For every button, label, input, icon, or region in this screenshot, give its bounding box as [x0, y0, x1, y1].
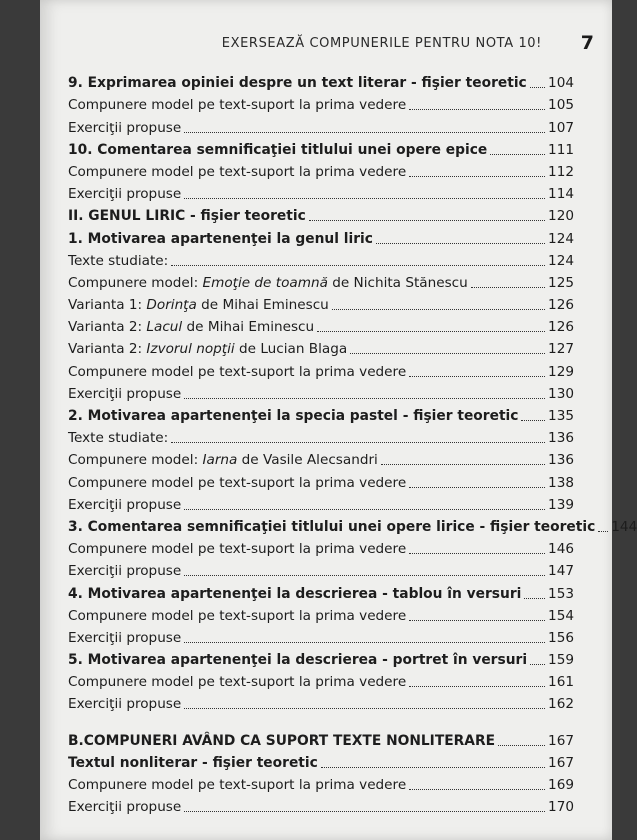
- toc-entry-work-title: Lacul: [146, 319, 183, 336]
- toc-entry-title: Exerciţii propuse: [68, 629, 182, 646]
- toc-entry: [68, 469, 574, 491]
- header-title: EXERSEAZĂ COMPUNERILE PENTRU NOTA 10!: [221, 36, 542, 51]
- toc-entry-title: Compunere model pe text-suport la prima vedere: [68, 474, 407, 491]
- dot-leader: [530, 87, 545, 88]
- dot-leader: [409, 620, 545, 621]
- toc-entry-title: Exerciţii propuse: [68, 119, 182, 136]
- toc-entry-page: 144: [611, 518, 637, 535]
- toc-entry-prefix: Varianta 1:: [68, 297, 147, 314]
- dot-leader: [171, 442, 545, 443]
- dot-leader: [490, 154, 545, 155]
- toc-entry-page: 124: [548, 252, 574, 269]
- toc-entry-page: 105: [548, 97, 574, 114]
- toc-entry-title: [68, 319, 317, 336]
- toc-entry-page: 130: [548, 385, 574, 402]
- toc-entry-title: 1. Motivarea apartenenţei la genul liric: [68, 230, 373, 247]
- toc-entry-page: 167: [548, 754, 574, 771]
- toc-entry-author: de Mihai Eminescu: [182, 319, 315, 336]
- dot-leader: [471, 287, 545, 288]
- toc-entry-title: [68, 275, 471, 292]
- toc-entry: [68, 447, 574, 469]
- table-of-contents: [68, 70, 637, 816]
- toc-entry-page: 120: [548, 208, 574, 225]
- toc-entry: [68, 336, 574, 358]
- toc-entry-page: 156: [548, 629, 574, 646]
- dot-leader: [184, 509, 545, 510]
- toc-entry-page: 169: [548, 777, 574, 793]
- toc-entry-page: 135: [548, 408, 574, 424]
- dot-leader: [309, 220, 545, 221]
- toc-entry: [68, 159, 574, 181]
- toc-entry: [68, 358, 574, 380]
- toc-entry-page: 111: [548, 141, 574, 158]
- dot-leader: [409, 376, 545, 377]
- toc-entry: [68, 772, 574, 794]
- toc-entry: [68, 603, 574, 625]
- toc-entry-author: de Nichita Stănescu: [327, 274, 468, 291]
- toc-entry-page: 107: [548, 119, 574, 136]
- toc-entry-title: Exerciţii propuse: [68, 799, 182, 816]
- dot-leader: [530, 664, 545, 665]
- toc-entry: [68, 625, 574, 647]
- dot-leader: [409, 789, 545, 790]
- toc-entry: [68, 492, 574, 514]
- toc-entry-title: Compunere model pe text-suport la prima vedere: [68, 97, 407, 114]
- dot-leader: [184, 575, 545, 576]
- toc-entry-page: 138: [548, 474, 574, 491]
- page-number: 7: [580, 32, 594, 54]
- toc-entry-title: [68, 452, 381, 469]
- toc-entry: [68, 691, 574, 713]
- toc-entry: [68, 137, 574, 159]
- toc-entry-page: 153: [548, 585, 574, 602]
- toc-entry: [68, 225, 574, 247]
- toc-entry: [68, 270, 574, 292]
- toc-entry: [68, 514, 637, 536]
- toc-entry: [68, 114, 574, 136]
- toc-entry-title: 2. Motivarea apartenenţei la specia pastel - fişier teoretic: [68, 408, 519, 424]
- toc-entry: [68, 248, 574, 270]
- dot-leader: [409, 487, 545, 488]
- dot-leader: [184, 811, 545, 812]
- dot-leader: [409, 553, 545, 554]
- dot-leader: [376, 243, 545, 244]
- dot-leader: [184, 398, 545, 399]
- dot-leader: [521, 420, 545, 421]
- toc-entry-title: 3. Comentarea semnificaţiei titlului unei opere lirice - fişier teoretic: [68, 518, 596, 535]
- toc-entry-page: 129: [548, 363, 574, 380]
- toc-entry: [68, 314, 574, 336]
- toc-entry-title: Exerciţii propuse: [68, 696, 182, 713]
- toc-entry: [68, 647, 574, 669]
- toc-entry-title: 9. Exprimarea opiniei despre un text literar - fişier teoretic: [68, 75, 527, 92]
- toc-entry-page: 162: [548, 696, 574, 713]
- dot-leader: [409, 176, 545, 177]
- toc-entry-page: 154: [548, 607, 574, 624]
- toc-entry-title: Compunere model pe text-suport la prima vedere: [68, 607, 407, 624]
- toc-entry-title: Compunere model pe text-suport la prima vedere: [68, 163, 407, 180]
- toc-entry-prefix: Varianta 2:: [68, 341, 147, 358]
- toc-entry-page: 136: [548, 452, 574, 469]
- toc-entry: [68, 403, 574, 425]
- toc-entry-author: de Lucian Blaga: [234, 341, 348, 358]
- toc-entry-title: Texte studiate:: [68, 252, 169, 269]
- toc-entry-author: de Vasile Alecsandri: [237, 452, 378, 469]
- toc-entry: [68, 580, 574, 602]
- toc-entry-page: 126: [548, 297, 574, 314]
- toc-entry-title: Texte studiate:: [68, 430, 169, 447]
- toc-entry: [68, 181, 574, 203]
- toc-entry-page: 114: [548, 186, 574, 203]
- toc-entry-author: de Mihai Eminescu: [196, 297, 329, 314]
- toc-entry-work-title: Iarna: [202, 452, 238, 469]
- toc-entry-title: Compunere model pe text-suport la prima vedere: [68, 363, 407, 380]
- dot-leader: [598, 531, 608, 532]
- dot-leader: [184, 642, 545, 643]
- dot-leader: [321, 767, 545, 768]
- toc-entry-page: 124: [548, 230, 574, 247]
- dot-leader: [409, 109, 545, 110]
- toc-entry: [68, 381, 574, 403]
- toc-entry-page: 127: [548, 341, 574, 358]
- toc-entry-title: Exerciţii propuse: [68, 563, 182, 580]
- toc-entry-work-title: Emoţie de toamnă: [202, 274, 328, 291]
- toc-entry-title: Textul nonliterar - fişier teoretic: [68, 754, 318, 771]
- dot-leader: [317, 331, 545, 332]
- dot-leader: [184, 132, 545, 133]
- toc-entry-title: Exerciţii propuse: [68, 385, 182, 402]
- toc-entry: [68, 750, 574, 772]
- toc-entry-work-title: Dorinţa: [146, 297, 197, 314]
- toc-entry-page: 167: [548, 732, 574, 749]
- running-header: [40, 34, 612, 58]
- toc-entry-title: 10. Comentarea semnificaţiei titlului unei opere epice: [68, 141, 488, 158]
- toc-entry-page: 159: [548, 652, 574, 669]
- toc-entry-page: 161: [548, 674, 574, 691]
- toc-entry-page: 126: [548, 319, 574, 336]
- toc-entry-page: 112: [548, 163, 574, 180]
- toc-entry: [68, 92, 574, 114]
- toc-entry-title: 4. Motivarea apartenenţei la descrierea - tablou în versuri: [68, 585, 522, 602]
- dot-leader: [332, 309, 545, 310]
- toc-entry: [68, 70, 574, 92]
- toc-entry: [68, 794, 574, 816]
- toc-entry: [68, 727, 574, 749]
- toc-entry-prefix: Varianta 2:: [68, 319, 147, 336]
- toc-entry-page: 136: [548, 430, 574, 447]
- toc-entry-title: Compunere model pe text-suport la prima vedere: [68, 777, 407, 793]
- toc-entry-title: Compunere model pe text-suport la prima vedere: [68, 541, 407, 558]
- dot-leader: [184, 198, 545, 199]
- toc-entry-title: B.COMPUNERI AVÂND CA SUPORT TEXTE NONLITERARE: [68, 732, 496, 749]
- dot-leader: [409, 686, 545, 687]
- toc-entry-title: 5. Motivarea apartenenţei la descrierea - portret în versuri: [68, 652, 528, 669]
- toc-entry-title: Exerciţii propuse: [68, 496, 182, 513]
- toc-entry-work-title: Izvorul nopţii: [146, 341, 235, 358]
- toc-entry-page: 104: [548, 75, 574, 92]
- toc-entry-title: II. GENUL LIRIC - fişier teoretic: [68, 208, 306, 225]
- dot-leader: [524, 598, 545, 599]
- toc-entry-title: Compunere model pe text-suport la prima vedere: [68, 674, 407, 691]
- toc-entry-prefix: Compunere model:: [68, 452, 203, 469]
- dot-leader: [350, 353, 545, 354]
- toc-entry-prefix: Compunere model:: [68, 274, 203, 291]
- toc-entry: [68, 536, 574, 558]
- toc-entry-page: 125: [548, 274, 574, 291]
- toc-entry: [68, 669, 574, 691]
- toc-entry: [68, 203, 574, 225]
- toc-entry-title: Exerciţii propuse: [68, 186, 182, 203]
- book-page: [40, 0, 637, 840]
- dot-leader: [171, 265, 545, 266]
- toc-entry: [68, 558, 574, 580]
- toc-entry-page: 147: [548, 563, 574, 580]
- toc-entry: [68, 292, 574, 314]
- toc-entry-page: 139: [548, 496, 574, 513]
- toc-entry-title: [68, 341, 350, 358]
- dot-leader: [381, 464, 545, 465]
- toc-entry-page: 170: [548, 799, 574, 816]
- toc-entry-page: 146: [548, 541, 574, 558]
- toc-entry: [68, 425, 574, 447]
- dot-leader: [498, 745, 545, 746]
- dot-leader: [184, 708, 545, 709]
- toc-entry-title: [68, 297, 332, 314]
